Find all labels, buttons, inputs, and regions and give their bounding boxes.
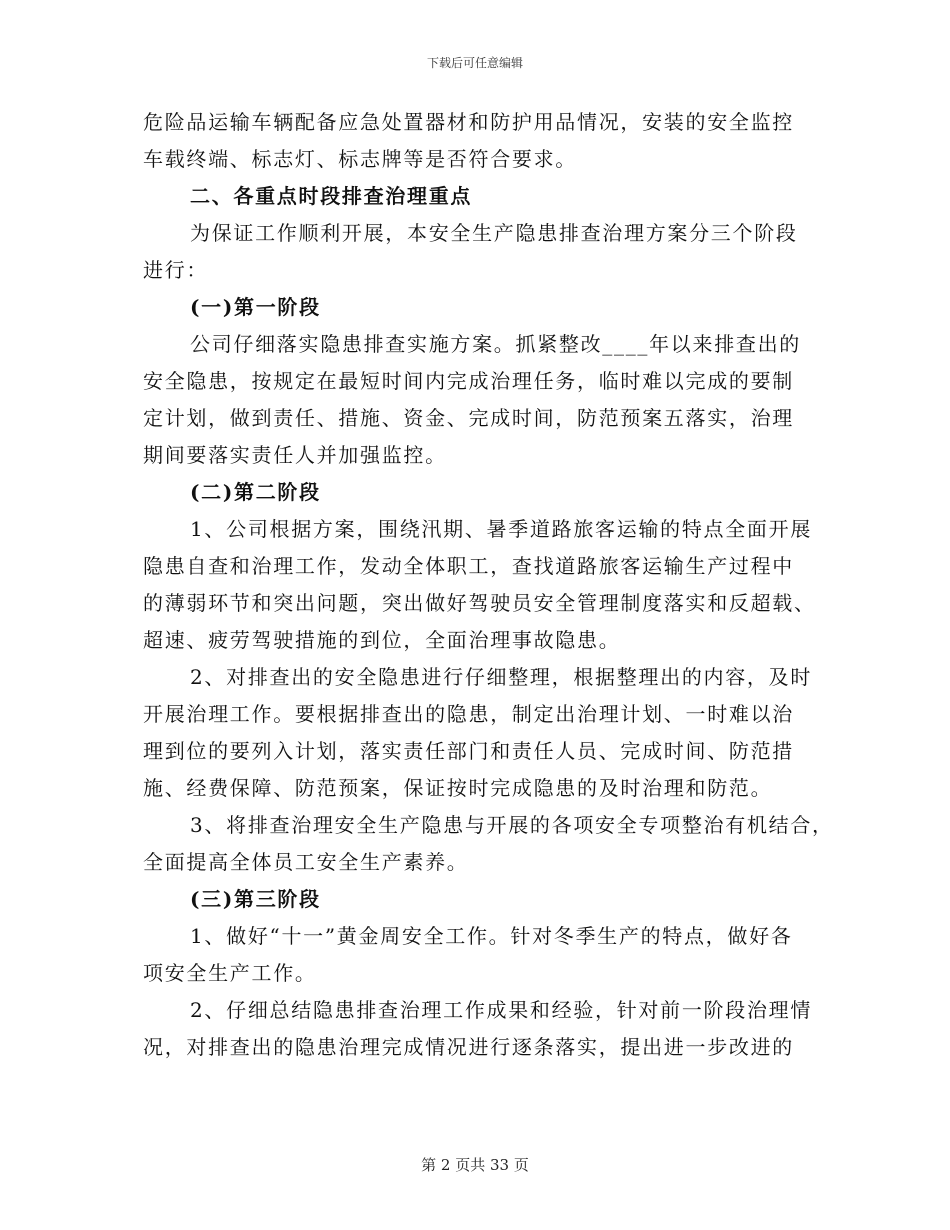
body-line: 的薄弱环节和突出问题，突出做好驾驶员安全管理制度落实和反超载、 — [143, 591, 816, 615]
subsection-heading: (三)第三阶段 — [190, 887, 321, 911]
body-line: 车载终端、标志灯、标志牌等是否符合要求。 — [143, 147, 577, 171]
body-line: 超速、疲劳驾驶措施的到位，全面治理事故隐患。 — [143, 628, 621, 652]
body-line: 全面提高全体员工安全生产素养。 — [143, 850, 469, 874]
body-line: 开展治理工作。要根据排查出的隐患，制定出治理计划、一时难以治 — [143, 702, 794, 726]
page-header: 下载后可任意编辑 — [426, 56, 523, 70]
body-line: 3、将排查治理安全生产隐患与开展的各项安全专项整治有机结合， — [190, 813, 834, 837]
body-line: 理到位的要列入计划，落实责任部门和责任人员、完成时间、防范措 — [143, 739, 794, 763]
subsection-heading: (一)第一阶段 — [190, 295, 321, 319]
body-line: 危险品运输车辆配备应急处置器材和防护用品情况，安装的安全监控 — [143, 110, 794, 134]
body-line: 隐患自查和治理工作，发动全体职工，查找道路旅客运输生产过程中 — [143, 554, 794, 578]
body-line: 1、做好“十一”黄金周安全工作。针对冬季生产的特点，做好各 — [190, 924, 793, 948]
body-line: 1、公司根据方案，围绕汛期、暑季道路旅客运输的特点全面开展 — [190, 517, 813, 541]
body-line: 施、经费保障、防范预案，保证按时完成隐患的及时治理和防范。 — [143, 776, 773, 800]
body-line: 进行： — [143, 258, 209, 282]
page-footer: 第 2 页共 33 页 — [421, 1156, 529, 1174]
subsection-heading: (二)第二阶段 — [190, 480, 321, 504]
body-line: 安全隐患，按规定在最短时间内完成治理任务，临时难以完成的要制 — [143, 369, 794, 393]
document-body — [143, 104, 834, 1066]
body-line: 项安全生产工作。 — [143, 961, 317, 985]
body-line: 公司仔细落实隐患排查实施方案。抓紧整改____年以来排查出的 — [190, 332, 801, 356]
body-line: 定计划，做到责任、措施、资金、完成时间，防范预案五落实，治理 — [143, 406, 794, 430]
body-line: 2、仔细总结隐患排查治理工作成果和经验，针对前一阶段治理情 — [190, 998, 813, 1022]
section-heading: 二、各重点时段排查治理重点 — [190, 184, 473, 208]
body-line: 为保证工作顺利开展，本安全生产隐患排查治理方案分三个阶段 — [190, 221, 798, 245]
body-line: 况，对排查出的隐患治理完成情况进行逐条落实，提出进一步改进的 — [143, 1035, 794, 1059]
body-line: 2、对排查出的安全隐患进行仔细整理，根据整理出的内容，及时 — [190, 665, 813, 689]
body-line: 期间要落实责任人并加强监控。 — [143, 443, 447, 467]
